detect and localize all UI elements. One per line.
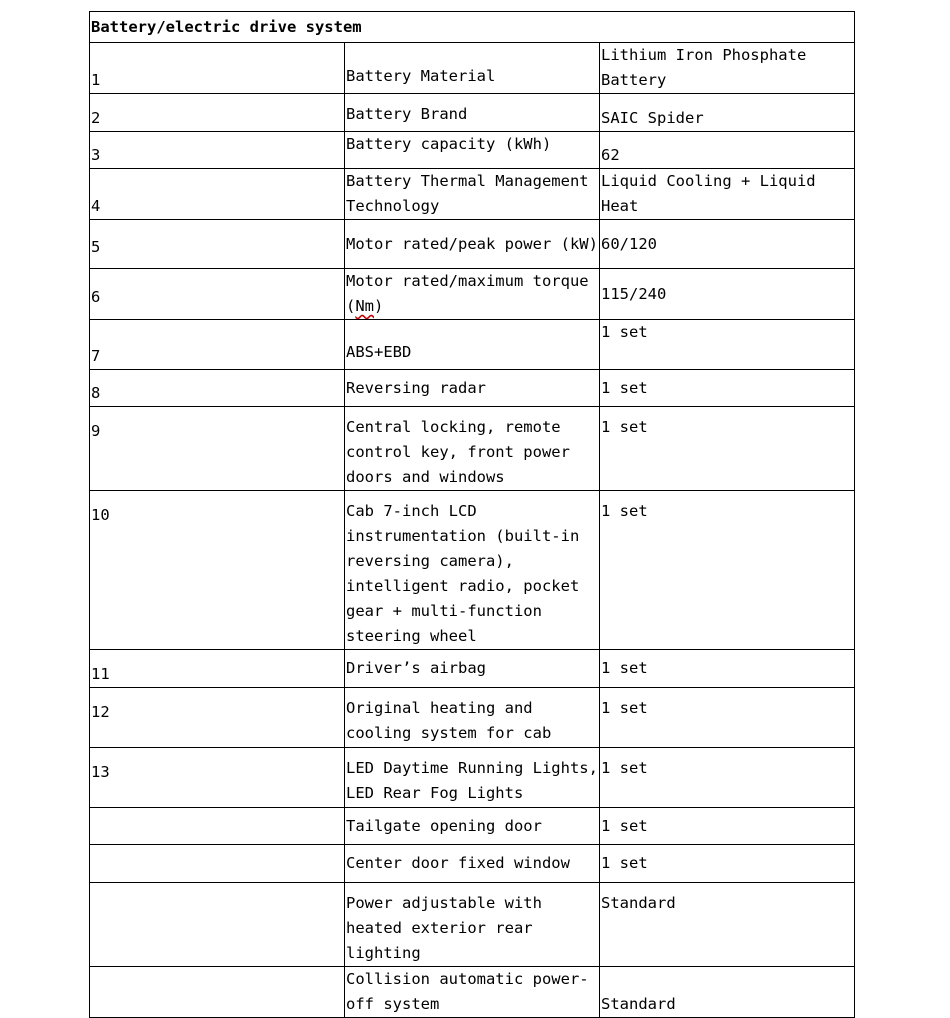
row-number: 13 — [90, 748, 345, 808]
row-number: 2 — [90, 94, 345, 132]
row-number — [90, 967, 345, 1018]
row-number — [90, 808, 345, 845]
row-value: 1 set — [600, 650, 855, 688]
row-value: 115/240 — [600, 269, 855, 320]
row-number: 1 — [90, 43, 345, 94]
table-row — [90, 688, 855, 748]
row-item-prefix: Motor rated/maximum torque ( — [346, 272, 589, 315]
torque-unit: Nm — [355, 297, 375, 315]
row-number — [90, 845, 345, 883]
row-item-suffix: ) — [374, 297, 384, 315]
table-title-row — [90, 12, 855, 43]
row-value: Lithium Iron Phosphate Battery — [600, 43, 855, 94]
table-row — [90, 132, 855, 169]
table-row — [90, 320, 855, 370]
row-item: Driver’s airbag — [345, 650, 600, 688]
row-item: Battery capacity (kWh) — [345, 132, 600, 169]
row-value: 1 set — [600, 491, 855, 650]
row-value: Standard — [600, 967, 855, 1018]
row-value: 1 set — [600, 845, 855, 883]
row-item: Tailgate opening door — [345, 808, 600, 845]
row-value: 1 set — [600, 407, 855, 491]
table-row — [90, 883, 855, 967]
row-value: 1 set — [600, 748, 855, 808]
table-row — [90, 94, 855, 132]
table-row — [90, 220, 855, 269]
row-item: Battery Material — [345, 43, 600, 94]
battery-spec-table — [89, 11, 855, 1018]
table-row — [90, 491, 855, 650]
row-value: 1 set — [600, 808, 855, 845]
row-number: 12 — [90, 688, 345, 748]
row-item: Original heating and cooling system for cab — [345, 688, 600, 748]
row-item: Center door fixed window — [345, 845, 600, 883]
row-value: 1 set — [600, 370, 855, 407]
table-row — [90, 269, 855, 320]
row-value: 60/120 — [600, 220, 855, 269]
row-item: Motor rated/peak power (kW) — [345, 220, 600, 269]
row-item — [345, 269, 600, 320]
row-number: 4 — [90, 169, 345, 220]
row-item: Collision automatic power-off system — [345, 967, 600, 1018]
row-value: 1 set — [600, 320, 855, 370]
row-item: Battery Thermal Management Technology — [345, 169, 600, 220]
row-value: 62 — [600, 132, 855, 169]
row-item: Cab 7-inch LCD instrumentation (built-in reversing camera), intelligent radio, pocket gear + multi-function steering wheel — [345, 491, 600, 650]
table-row — [90, 169, 855, 220]
row-item: Power adjustable with heated exterior rear lighting — [345, 883, 600, 967]
row-number: 6 — [90, 269, 345, 320]
table-row — [90, 748, 855, 808]
table-row — [90, 43, 855, 94]
row-number: 5 — [90, 220, 345, 269]
row-item: Reversing radar — [345, 370, 600, 407]
table-row — [90, 808, 855, 845]
table-row — [90, 370, 855, 407]
row-number: 7 — [90, 320, 345, 370]
row-value: Standard — [600, 883, 855, 967]
row-number: 9 — [90, 407, 345, 491]
table-title: Battery/electric drive system — [90, 12, 855, 43]
row-value: 1 set — [600, 688, 855, 748]
row-number: 11 — [90, 650, 345, 688]
table-row — [90, 967, 855, 1018]
row-item: Central locking, remote control key, front power doors and windows — [345, 407, 600, 491]
row-number: 3 — [90, 132, 345, 169]
row-item: Battery Brand — [345, 94, 600, 132]
row-number: 10 — [90, 491, 345, 650]
row-value: SAIC Spider — [600, 94, 855, 132]
table-row — [90, 407, 855, 491]
row-item: LED Daytime Running Lights, LED Rear Fog Lights — [345, 748, 600, 808]
row-number — [90, 883, 345, 967]
row-number: 8 — [90, 370, 345, 407]
row-value: Liquid Cooling + Liquid Heat — [600, 169, 855, 220]
row-item: ABS+EBD — [345, 320, 600, 370]
table-row — [90, 650, 855, 688]
table-row — [90, 845, 855, 883]
